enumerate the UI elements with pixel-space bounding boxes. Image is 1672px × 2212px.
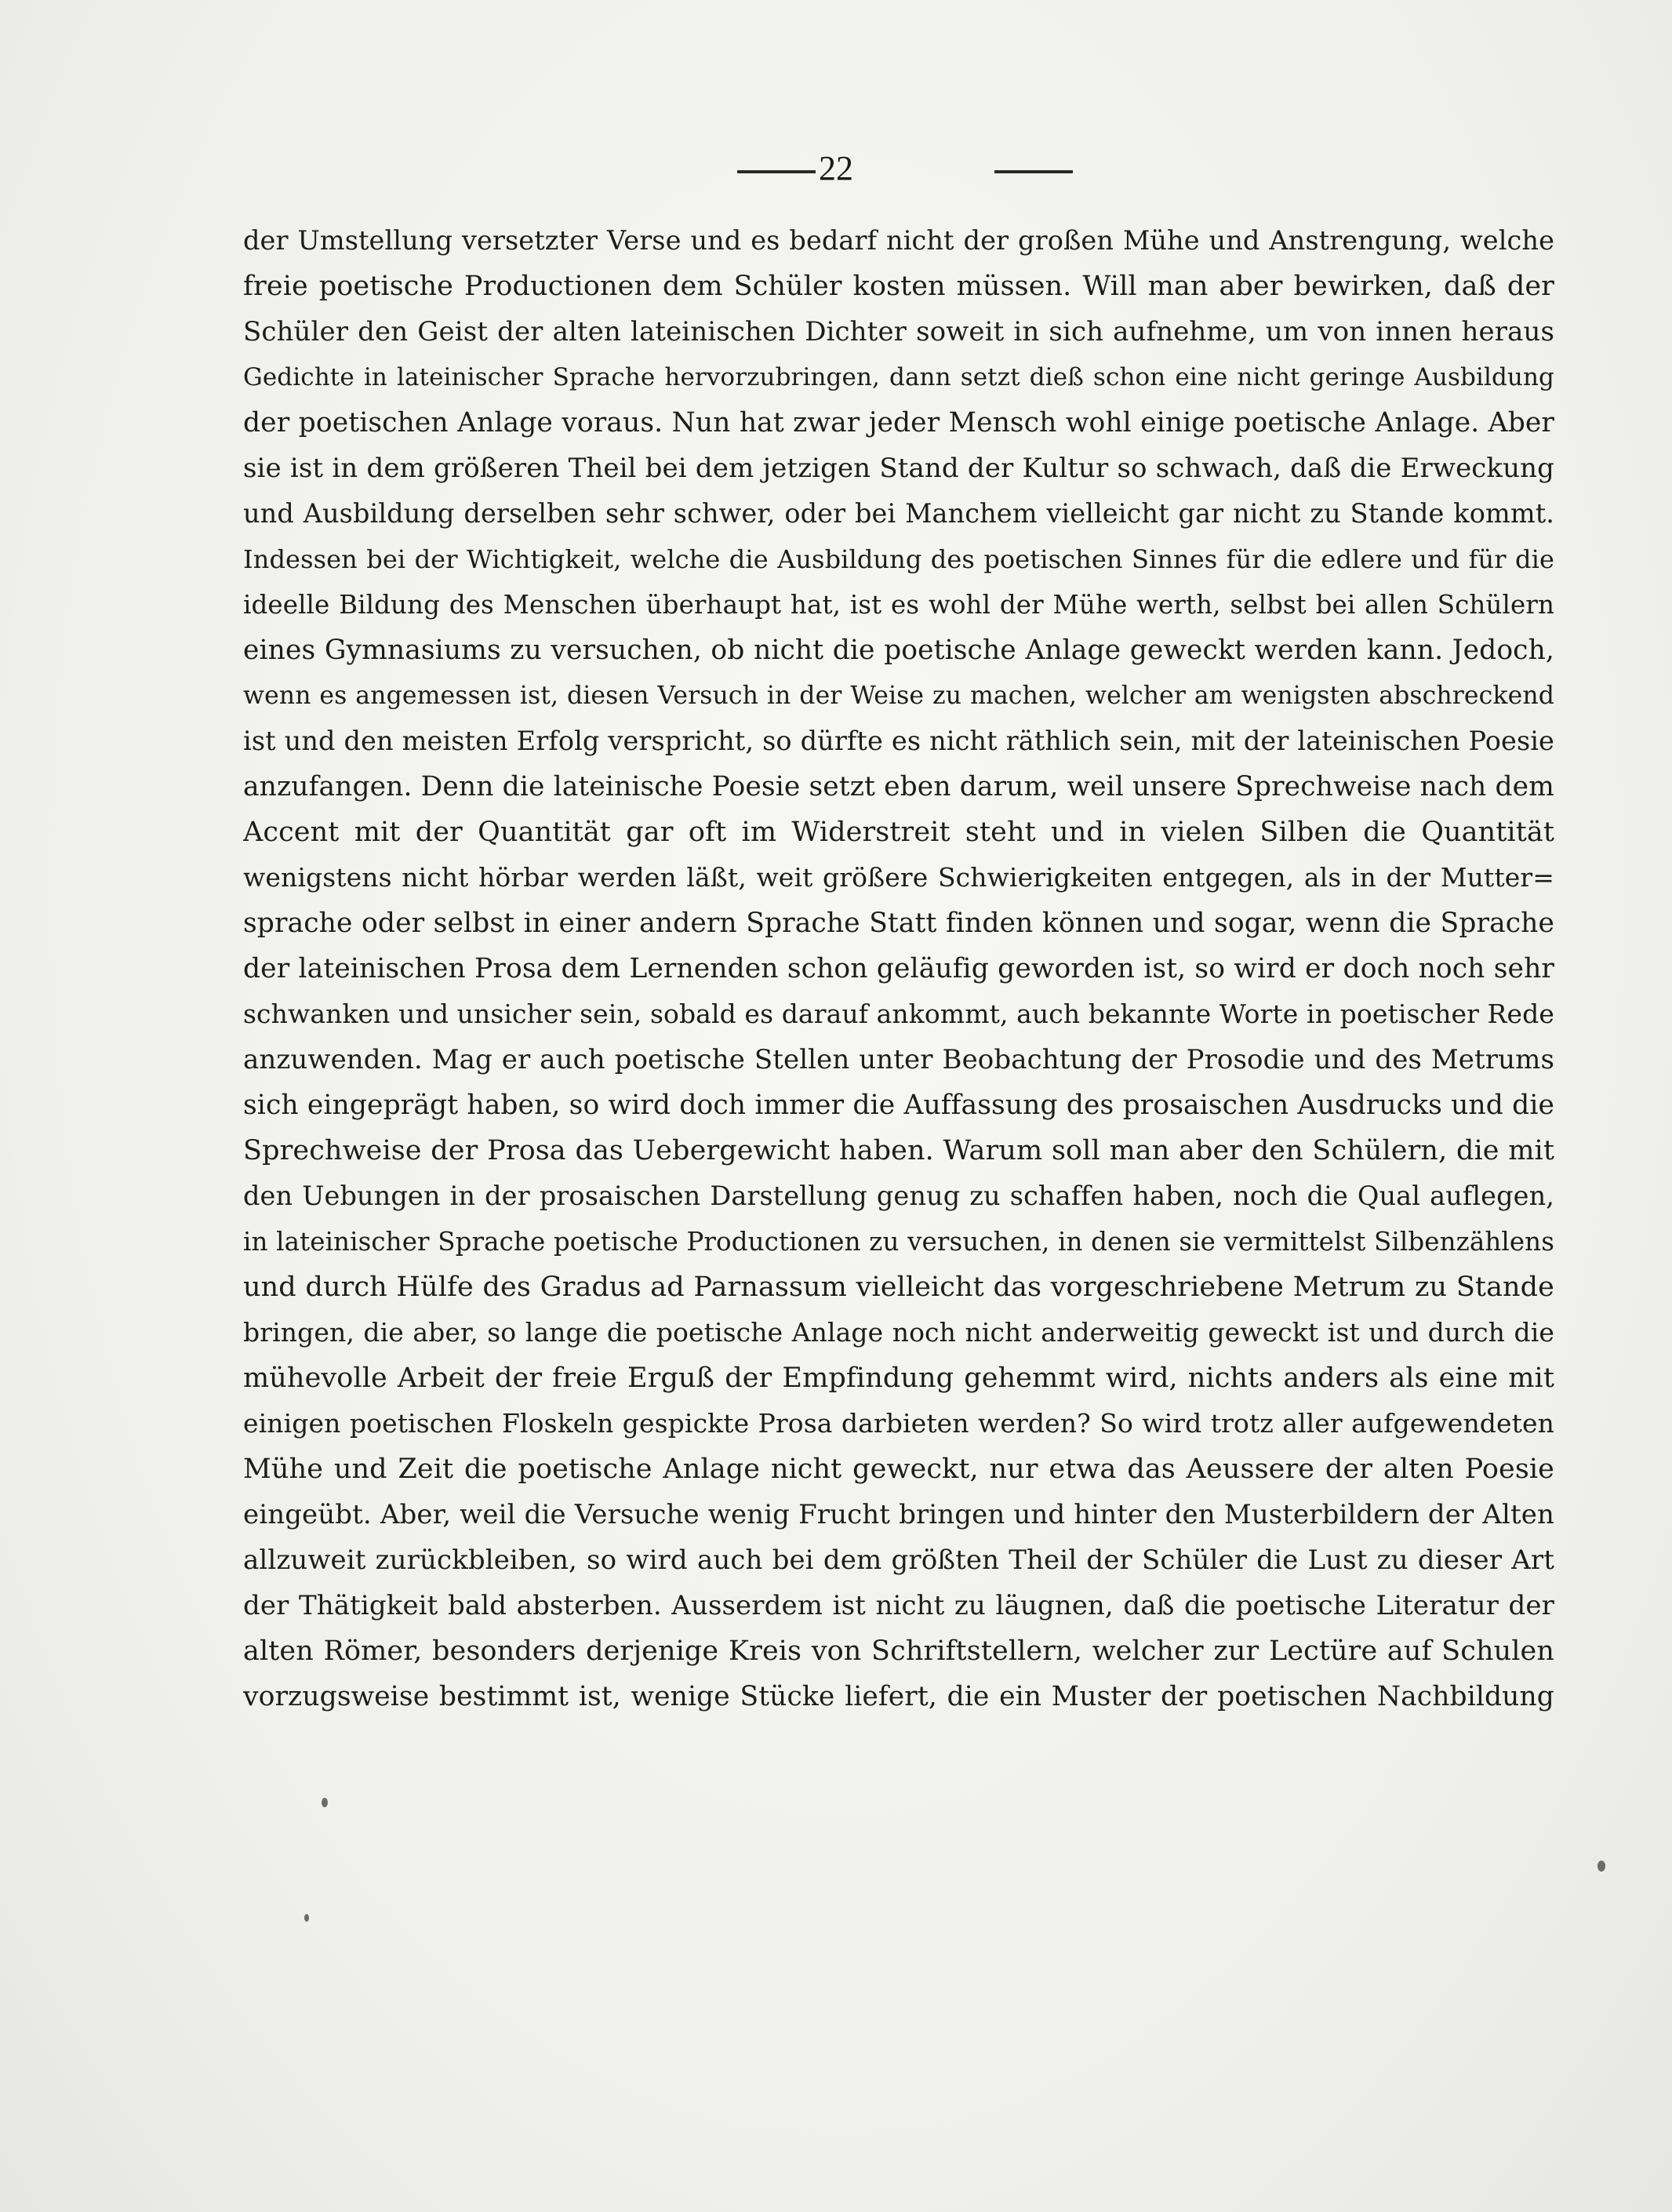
- text-line: eines Gymnasiums zu versuchen, ob nicht die poetische Anlage geweckt werden kann. Jedoch,: [243, 635, 1554, 666]
- text-line: sich eingeprägt haben, so wird doch immer die Auffassung des prosaischen Ausdrucks und die: [243, 1090, 1554, 1121]
- paper-speck: [1597, 1861, 1605, 1872]
- text-line: Sprechweise der Prosa das Uebergewicht haben. Warum soll man aber den Schülern, die mit: [243, 1135, 1554, 1166]
- text-line: der poetischen Anlage voraus. Nun hat zwar jeder Mensch wohl einige poetische Anlage. Aber: [243, 407, 1554, 438]
- body-text: [243, 218, 1554, 1719]
- text-line: eingeübt. Aber, weil die Versuche wenig Frucht bringen und hinter den Musterbildern der Alten: [243, 1499, 1554, 1530]
- header-rule-left: [737, 170, 816, 173]
- text-line: Accent mit der Quantität gar oft im Widerstreit steht und in vielen Silben die Quantität: [243, 817, 1554, 848]
- text-line: der Thätigkeit bald absterben. Ausserdem ist nicht zu läugnen, daß die poetische Literatur der: [243, 1590, 1554, 1621]
- text-line: anzufangen. Denn die lateinische Poesie setzt eben darum, weil unsere Sprechweise nach dem: [243, 771, 1554, 802]
- text-line: sprache oder selbst in einer andern Sprache Statt finden können und sogar, wenn die Sprache: [243, 908, 1554, 939]
- text-line: einigen poetischen Floskeln gespickte Prosa darbieten werden? So wird trotz aller aufgewendeten: [243, 1408, 1554, 1439]
- paper-speck: [322, 1798, 328, 1807]
- text-line: den Uebungen in der prosaischen Darstellung genug zu schaffen haben, noch die Qual auflegen,: [243, 1181, 1554, 1211]
- text-line: mühevolle Arbeit der freie Erguß der Empfindung gehemmt wird, nichts anders als eine mit: [243, 1362, 1554, 1394]
- text-line: der lateinischen Prosa dem Lernenden schon geläufig geworden ist, so wird er doch noch sehr: [243, 953, 1554, 984]
- text-line: und durch Hülfe des Gradus ad Parnassum vielleicht das vorgeschriebene Metrum zu Stande: [243, 1272, 1554, 1303]
- text-line: bringen, die aber, so lange die poetische Anlage noch nicht anderweitig geweckt ist und durch die: [243, 1317, 1554, 1348]
- text-line: in lateinischer Sprache poetische Productionen zu versuchen, in denen sie vermittelst Silbenzählens: [243, 1227, 1554, 1257]
- text-line: wenigstens nicht hörbar werden läßt, weit größere Schwierigkeiten entgegen, als in der Mutter=: [243, 862, 1554, 893]
- text-line: Mühe und Zeit die poetische Anlage nicht geweckt, nur etwa das Aeussere der alten Poesie: [243, 1453, 1554, 1485]
- text-line: alten Römer, besonders derjenige Kreis von Schriftstellern, welcher zur Lectüre auf Schulen: [243, 1635, 1554, 1667]
- text-line: freie poetische Productionen dem Schüler kosten müssen. Will man aber bewirken, daß der: [243, 271, 1554, 302]
- page-number: 22: [819, 149, 853, 187]
- text-line: vorzugsweise bestimmt ist, wenige Stücke liefert, die ein Muster der poetischen Nachbildung: [243, 1681, 1554, 1712]
- text-line: Gedichte in lateinischer Sprache hervorzubringen, dann setzt dieß schon eine nicht geringe Ausbildung: [243, 363, 1554, 391]
- header-rule-right: [994, 170, 1073, 173]
- paper-speck: [304, 1914, 309, 1922]
- text-line: schwanken und unsicher sein, sobald es darauf ankommt, auch bekannte Worte in poetischer Rede: [243, 999, 1554, 1029]
- text-line: wenn es angemessen ist, diesen Versuch in der Weise zu machen, welcher am wenigsten abschreckend: [243, 682, 1554, 710]
- page-header: [0, 145, 1672, 192]
- text-line: Schüler den Geist der alten lateinischen Dichter soweit in sich aufnehme, um von innen heraus: [243, 316, 1554, 347]
- text-line: allzuweit zurückbleiben, so wird auch bei dem größten Theil der Schüler die Lust zu dieser Art: [243, 1544, 1554, 1576]
- text-line: ist und den meisten Erfolg verspricht, so dürfte es nicht räthlich sein, mit der lateinischen Poesie: [243, 726, 1554, 756]
- text-line: der Umstellung versetzter Verse und es bedarf nicht der großen Mühe und Anstrengung, welche: [243, 225, 1554, 256]
- text-line: ideelle Bildung des Menschen überhaupt hat, ist es wohl der Mühe werth, selbst bei allen Schülern: [243, 590, 1554, 620]
- text-line: anzuwenden. Mag er auch poetische Stellen unter Beobachtung der Prosodie und des Metrums: [243, 1044, 1554, 1075]
- text-line: sie ist in dem größeren Theil bei dem jetzigen Stand der Kultur so schwach, daß die Erweckung: [243, 453, 1554, 484]
- text-line: Indessen bei der Wichtigkeit, welche die Ausbildung des poetischen Sinnes für die edlere und für die: [243, 544, 1554, 574]
- text-line: und Ausbildung derselben sehr schwer, oder bei Manchem vielleicht gar nicht zu Stande kommt.: [243, 498, 1554, 529]
